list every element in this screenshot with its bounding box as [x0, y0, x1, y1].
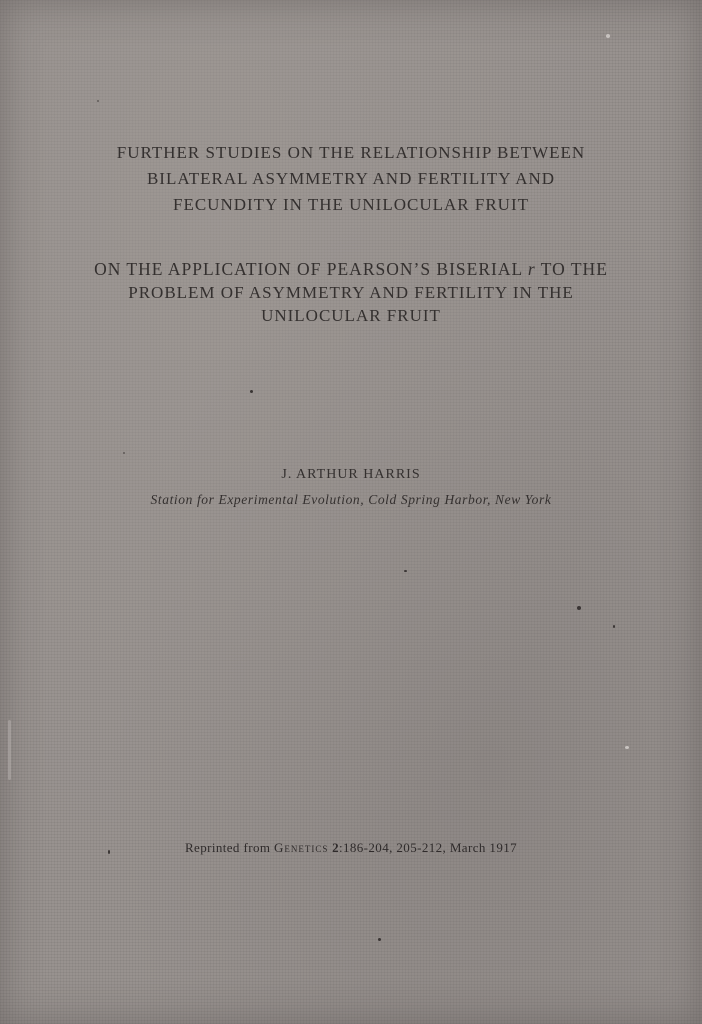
second-title-line-1-end: TO THE — [535, 259, 608, 279]
paper-speck — [250, 390, 253, 393]
main-title-line-2: BILATERAL ASYMMETRY AND FERTILITY AND — [146, 169, 556, 188]
paper-speck — [625, 746, 629, 749]
biserial-r-symbol: r — [527, 259, 536, 279]
journal-name: Genetics — [274, 840, 329, 855]
main-title-line-1: FURTHER STUDIES ON THE RELATIONSHIP BETWEEN — [116, 143, 586, 162]
paper-speck — [97, 100, 99, 102]
second-title — [60, 258, 642, 327]
main-title-line-3: FECUNDITY IN THE UNILOCULAR FRUIT — [173, 195, 529, 214]
journal-volume: 2 — [332, 840, 339, 855]
second-title-line-3: UNILOCULAR FRUIT — [261, 306, 441, 325]
reprint-note — [0, 840, 702, 856]
paper-speck — [404, 570, 407, 572]
paper-speck — [108, 850, 110, 854]
paper-speck — [613, 625, 615, 628]
paper-speck — [8, 720, 11, 780]
paper-speck — [378, 938, 381, 941]
author-name: J. ARTHUR HARRIS — [281, 467, 421, 482]
main-title — [60, 140, 642, 218]
second-title-line-1 — [60, 258, 642, 281]
author-affiliation: Station for Experimental Evolution, Cold Spring Harbor, New York — [150, 492, 552, 507]
paper-speck — [123, 452, 125, 454]
reprint-prefix: Reprinted from — [184, 840, 275, 855]
second-title-line-1-start: ON THE APPLICATION OF PEARSON’S BISERIAL — [94, 259, 528, 279]
reprint-pages-date: :186-204, 205-212, March 1917 — [338, 840, 518, 855]
paper-speck — [606, 34, 610, 38]
second-title-line-2: PROBLEM OF ASYMMETRY AND FERTILITY IN THE — [128, 283, 574, 302]
paper-speck — [577, 606, 581, 610]
